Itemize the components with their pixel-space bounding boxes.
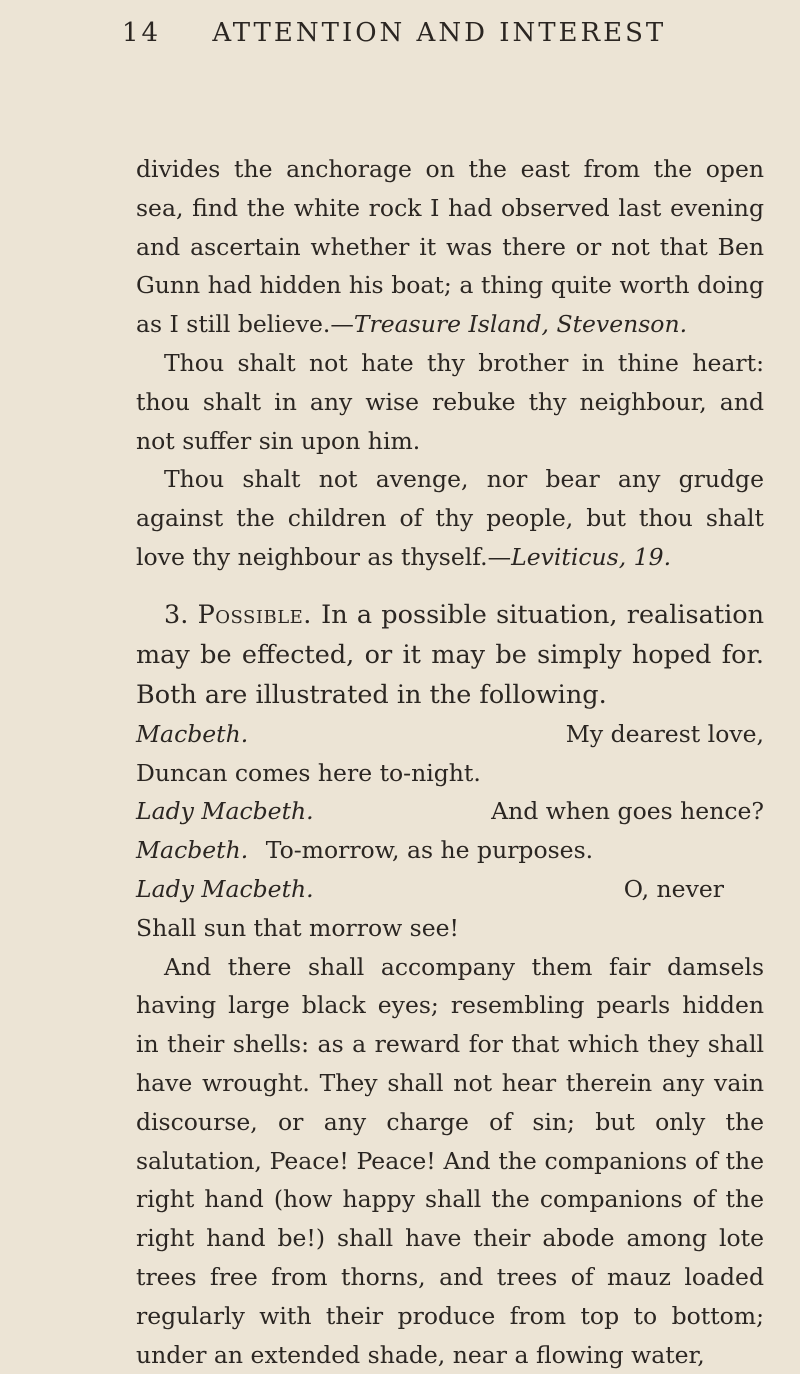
paragraph-text: And there shall accompany them fair damsels having large black eyes; resembling pearls hidden in their shells: as a reward for that which they shall have wrought. They shall not hear therein any vain discourse, or any charge of sin; but only the salutation, Peace! Peace! And the companions of the right hand (how happy shall the companions of the right hand be!) shall have their abode among lote trees free from thorns, and trees of mauz loaded regularly with their produce from top to bottom; under an extended shade, near a flowing water, bbox=[136, 952, 764, 1369]
dialogue-line bbox=[136, 870, 764, 909]
source-citation: Leviticus, 19. bbox=[511, 542, 672, 571]
section-possible bbox=[136, 595, 764, 715]
section-heading: Possible. bbox=[197, 599, 312, 630]
paragraph-text: Thou shalt not avenge, nor bear any grudge against the children of thy people, but thou shalt love thy neighbour as thyself.— bbox=[136, 465, 764, 571]
dialogue-continuation: Shall sun that morrow see! bbox=[136, 913, 459, 942]
speech-text: To-morrow, as he purposes. bbox=[265, 836, 594, 865]
page-body bbox=[136, 150, 764, 1374]
speech-text: And when goes hence? bbox=[491, 797, 764, 826]
speaker-name: Macbeth. bbox=[136, 836, 249, 865]
section-text: In a possible situation, realisation may be effected, or it may be simply hoped for. Both are illustrated in the following. bbox=[136, 599, 765, 710]
speaker-name: Macbeth. bbox=[136, 719, 249, 748]
paragraph-text: divides the anchorage on the east from the open sea, find the white rock I had observed last evening and ascertain whether it was there or not that Ben Gunn had hidden his boat; a thing quite worth doing as I still believe.— bbox=[136, 155, 764, 339]
dialogue-block bbox=[136, 715, 764, 948]
paragraph-leviticus bbox=[136, 460, 764, 576]
speech-text: My dearest love, bbox=[565, 719, 764, 748]
dialogue-line bbox=[136, 792, 764, 831]
dialogue-line bbox=[136, 715, 764, 754]
paragraph-brother bbox=[136, 344, 764, 460]
dialogue-continuation: Duncan comes here to-night. bbox=[136, 758, 481, 787]
dialogue-line bbox=[136, 831, 764, 870]
running-title: ATTENTION AND INTEREST bbox=[212, 18, 667, 48]
speaker-name: Lady Macbeth. bbox=[136, 874, 314, 903]
speech-text: O, never bbox=[623, 874, 724, 903]
section-number: 3. bbox=[164, 599, 189, 630]
paragraph-damsels bbox=[136, 948, 764, 1374]
source-citation: Treasure Island, Stevenson. bbox=[353, 310, 688, 339]
paragraph-treasure-island bbox=[136, 150, 764, 344]
running-header bbox=[122, 18, 760, 48]
page-number: 14 bbox=[122, 18, 162, 48]
paragraph-text: Thou shalt not hate thy brother in thine heart: thou shalt in any wise rebuke thy neighbour, and not suffer sin upon him. bbox=[136, 348, 764, 455]
speaker-name: Lady Macbeth. bbox=[136, 797, 314, 826]
